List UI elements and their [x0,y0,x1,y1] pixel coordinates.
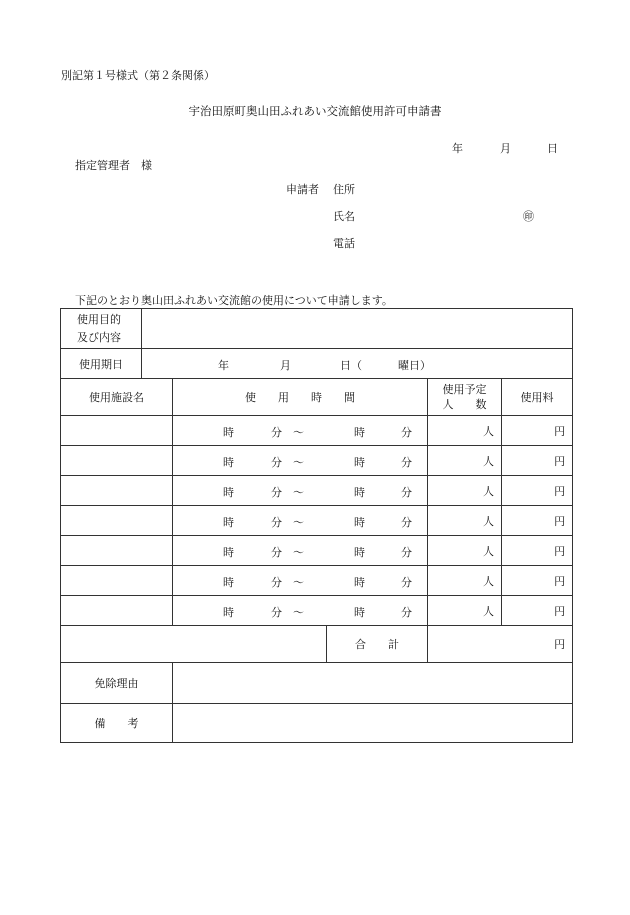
addressee: 指定管理者 様 [75,159,152,172]
time-cell[interactable]: 時 分 ～ 時 分 [173,446,428,476]
exemption-row [61,663,573,704]
people-cell[interactable]: 人 [428,596,502,626]
fee-cell[interactable]: 円 [502,416,573,446]
fee-cell[interactable]: 円 [502,596,573,626]
usage-row [61,476,573,506]
intro-text: 下記のとおり奥山田ふれあい交流館の使用について申請します。 [75,294,393,307]
period-row [61,349,573,379]
total-spacer [61,626,327,663]
total-fee-cell[interactable]: 円 [428,626,573,663]
usage-row [61,446,573,476]
time-cell[interactable]: 時 分 ～ 時 分 [173,536,428,566]
form-number-label: 別記第１号様式（第２条関係） [61,69,215,82]
facility-header: 使用施設名 [61,379,173,416]
date-day: 日 [547,142,558,155]
usage-row [61,506,573,536]
remarks-field[interactable] [173,704,573,743]
time-cell[interactable]: 時 分 ～ 時 分 [173,566,428,596]
applicant-address-label: 住所 [333,183,355,196]
purpose-row [61,309,573,349]
people-cell[interactable]: 人 [428,566,502,596]
purpose-field[interactable] [142,309,573,349]
time-cell[interactable]: 時 分 ～ 時 分 [173,596,428,626]
applicant-label: 申請者 [286,183,319,196]
exemption-field[interactable] [173,663,573,704]
remarks-label: 備 考 [61,704,173,743]
people-cell[interactable]: 人 [428,446,502,476]
exemption-label: 免除理由 [61,663,173,704]
purpose-label: 使用目的 及び内容 [61,309,142,349]
remarks-row [61,704,573,743]
fee-cell[interactable]: 円 [502,476,573,506]
fee-cell[interactable]: 円 [502,536,573,566]
people-cell[interactable]: 人 [428,416,502,446]
fee-cell[interactable]: 円 [502,506,573,536]
fee-cell[interactable]: 円 [502,446,573,476]
facility-cell[interactable] [61,596,173,626]
fee-header: 使用料 [502,379,573,416]
period-label: 使用期日 [61,349,142,379]
people-header: 使用予定 人 数 [428,379,502,416]
usage-row [61,596,573,626]
facility-cell[interactable] [61,536,173,566]
usage-row [61,566,573,596]
usage-row [61,536,573,566]
facility-cell[interactable] [61,506,173,536]
page-title: 宇治田原町奥山田ふれあい交流館使用許可申請書 [188,104,442,118]
header-row [61,379,573,416]
date-month: 月 [500,142,511,155]
facility-cell[interactable] [61,416,173,446]
applicant-phone-label: 電話 [333,237,355,250]
date-year: 年 [452,142,463,155]
time-header: 使 用 時 間 [173,379,428,416]
time-cell[interactable]: 時 分 ～ 時 分 [173,506,428,536]
applicant-name-label: 氏名 [333,210,355,223]
period-field[interactable]: 年 月 日（ 曜日） [142,349,573,379]
time-cell[interactable]: 時 分 ～ 時 分 [173,416,428,446]
total-row [61,626,573,663]
people-cell[interactable]: 人 [428,476,502,506]
facility-cell[interactable] [61,566,173,596]
fee-cell[interactable]: 円 [502,566,573,596]
facility-cell[interactable] [61,446,173,476]
time-cell[interactable]: 時 分 ～ 時 分 [173,476,428,506]
application-table [60,308,573,743]
seal-mark: ㊞ [523,210,534,223]
people-cell[interactable]: 人 [428,536,502,566]
usage-row [61,416,573,446]
total-label: 合 計 [327,626,428,663]
facility-cell[interactable] [61,476,173,506]
people-cell[interactable]: 人 [428,506,502,536]
